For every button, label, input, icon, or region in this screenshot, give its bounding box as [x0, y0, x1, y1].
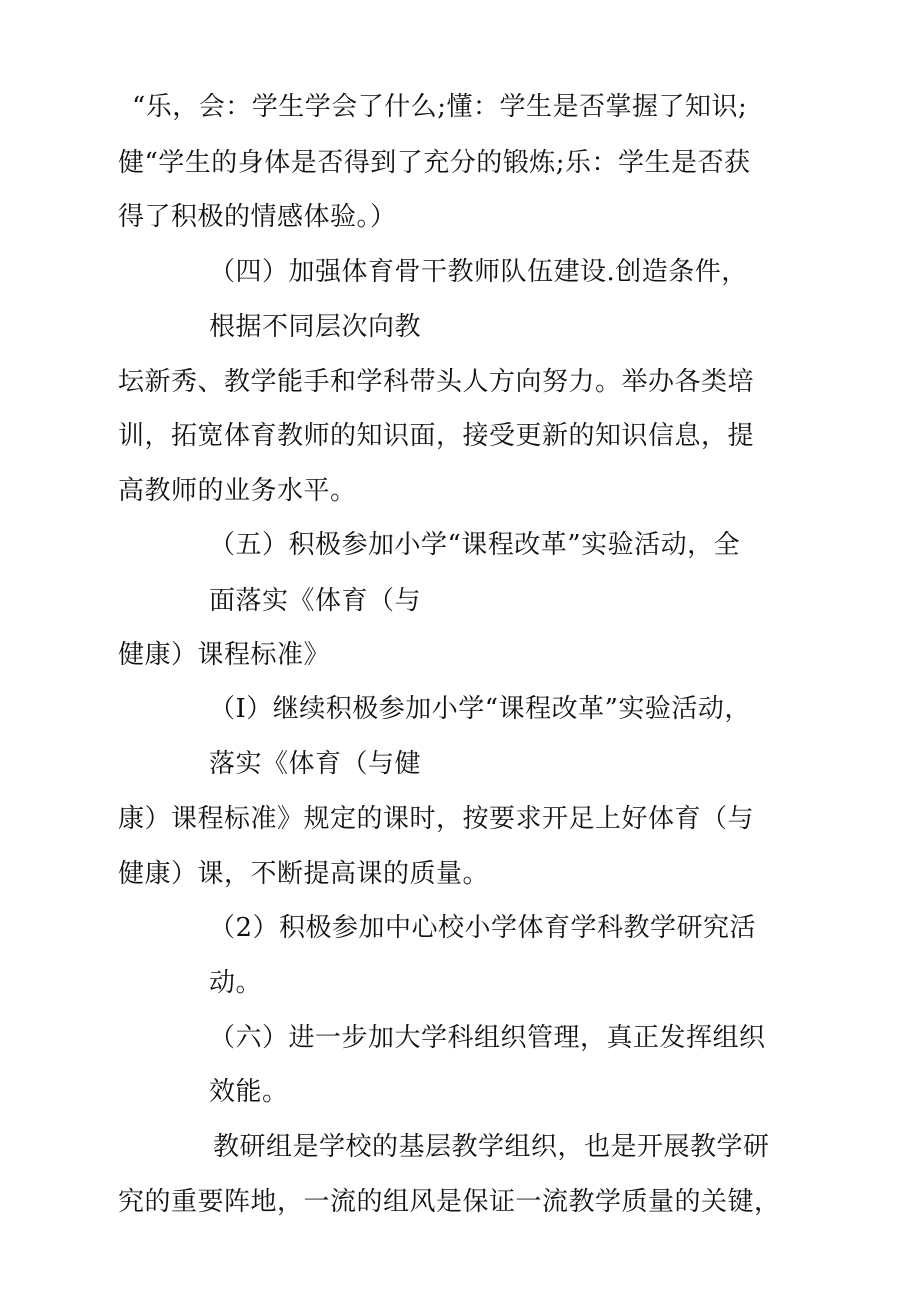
text-line: 训，拓宽体育教师的知识面，接受更新的知识信息，提 — [118, 421, 755, 451]
text-line: 效能。 — [209, 1077, 289, 1107]
text-line: 坛新秀、教学能手和学科带头人方向努力。举办各类培 — [118, 367, 755, 397]
text-line: （四）加强体育骨干教师队伍建设.创造条件， — [209, 257, 748, 287]
text-line: 健康）课程标准》 — [118, 640, 331, 670]
text-line: 面落实《体育（与 — [209, 586, 422, 616]
text-line: 健康）课，不断提高课的质量。 — [118, 859, 490, 889]
text-line: 康）课程标准》规定的课时，按要求开足上好体育（与 — [118, 804, 755, 834]
text-line: （2）积极参加中心校小学体育学科教学研究活 — [209, 913, 757, 943]
text-line: 根据不同层次向教 — [209, 312, 422, 342]
text-line: 得了积极的情感体验。） — [118, 202, 397, 232]
text-line: 教研组是学校的基层教学组织，也是开展教学研 — [213, 1132, 770, 1162]
text-line: 高教师的业务水平。 — [118, 476, 357, 506]
text-line: “乐，会：学生学会了什么;懂：学生是否掌握了知识; — [132, 92, 748, 122]
text-line: 动。 — [209, 968, 263, 998]
text-line: 究的重要阵地，一流的组风是保证一流教学质量的关键， — [118, 1187, 781, 1217]
text-line: 健“学生的身体是否得到了充分的锻炼;乐：学生是否获 — [118, 148, 751, 178]
text-line: （五）积极参加小学“课程改革”实验活动，全 — [209, 530, 741, 560]
text-line: （I）继续积极参加小学“课程改革”实验活动， — [209, 694, 751, 724]
text-line: （六）进一步加大学科组织管理，真正发挥组织 — [209, 1023, 766, 1053]
text-line: 落实《体育（与健 — [209, 749, 422, 779]
